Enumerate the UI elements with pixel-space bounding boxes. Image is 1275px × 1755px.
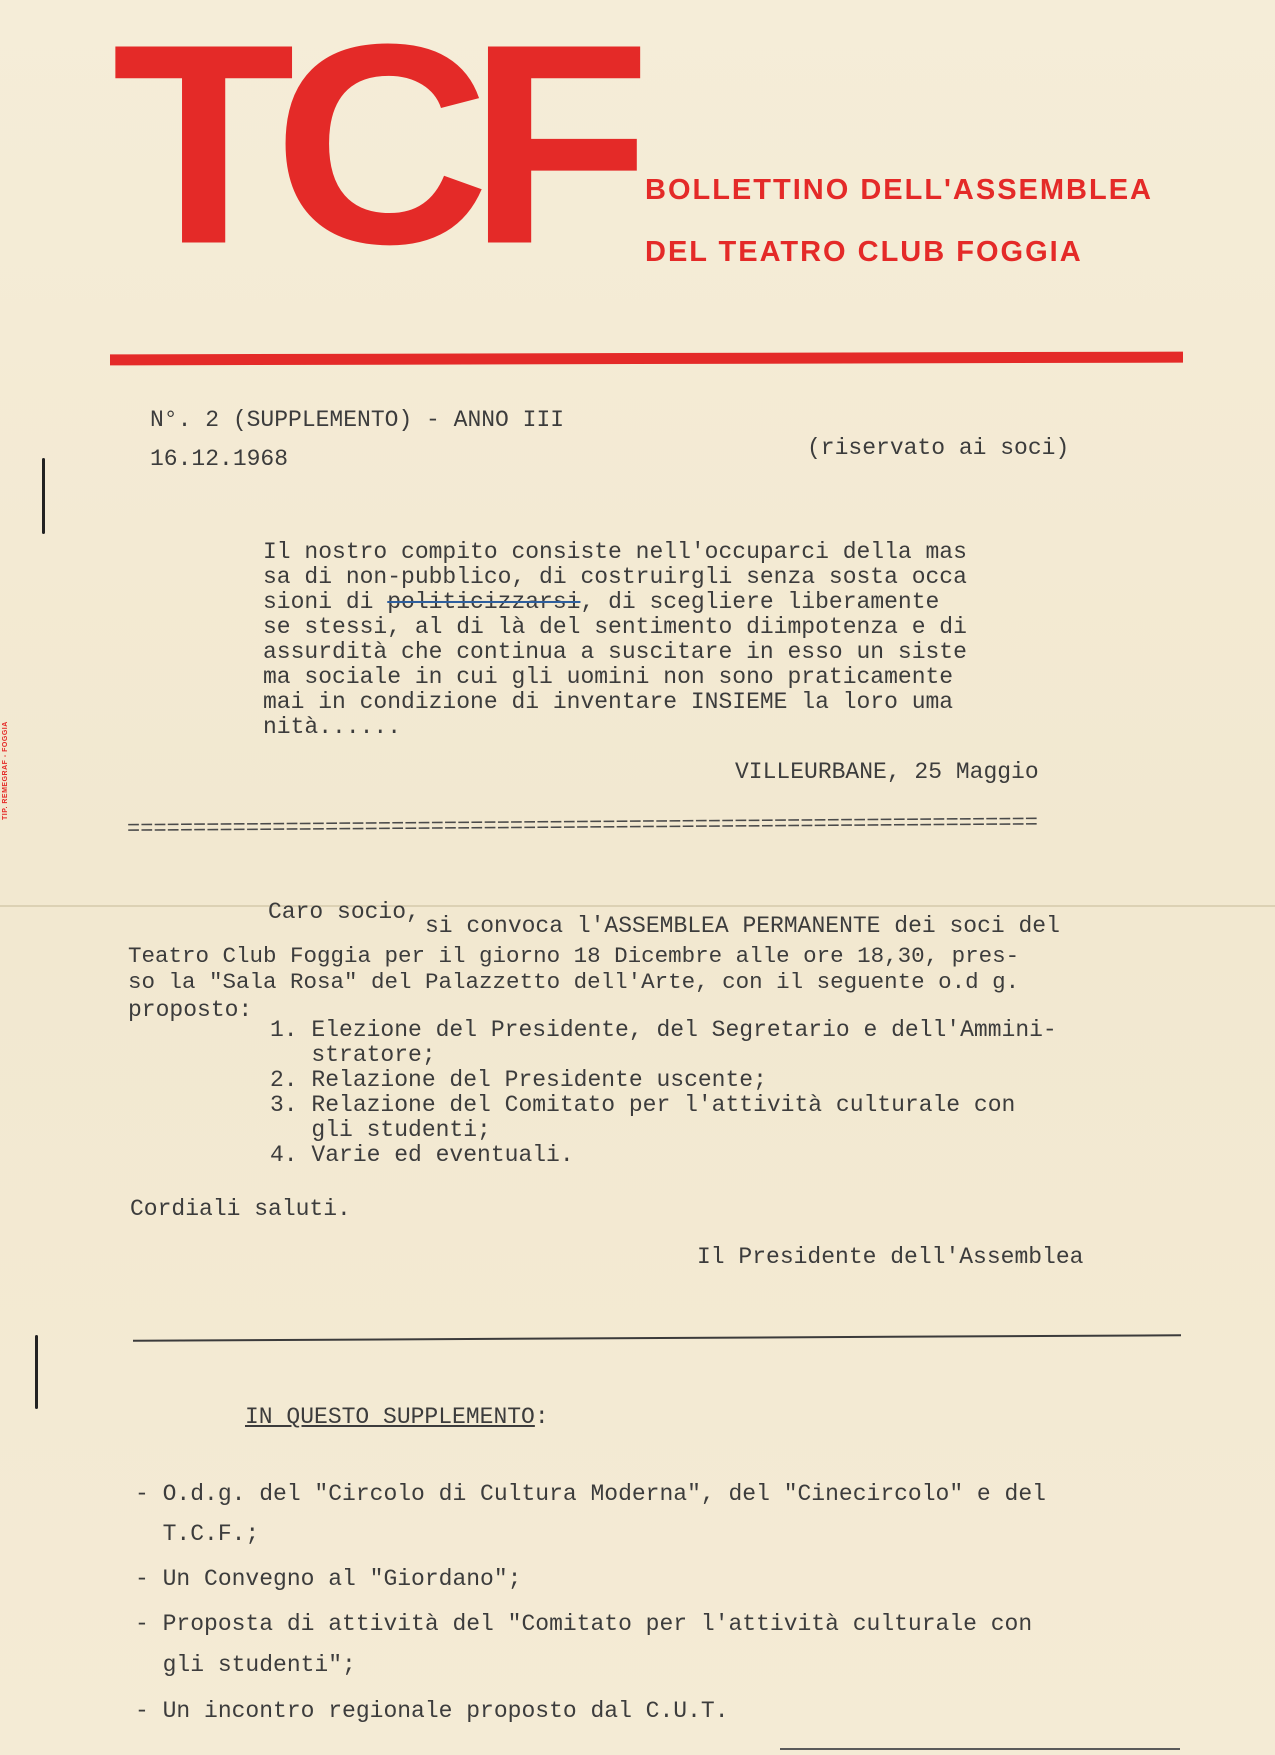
quote-line: nità...... — [263, 714, 402, 740]
quote-line-3 — [263, 590, 1083, 615]
quote-line: assurdità che continua a suscitare in esso un siste — [263, 639, 967, 665]
staple-bottom — [35, 1335, 38, 1409]
letter-salutation: Caro socio, — [268, 899, 420, 925]
quote-line: ma sociale in cui gli uomini non sono praticamente — [263, 664, 954, 690]
quote-signature: VILLEURBANE, 25 Maggio — [735, 759, 1039, 785]
issue-number: N°. 2 (SUPPLEMENTO) - ANNO III — [150, 407, 565, 433]
agenda-item: 4. Varie ed eventuali. — [270, 1142, 574, 1168]
agenda-item: gli studenti; — [270, 1117, 491, 1143]
contents-item: T.C.F.; — [135, 1521, 260, 1547]
letter-closing: Cordiali saluti. — [130, 1196, 351, 1222]
tcf-logo: TCF — [112, 0, 630, 304]
issue-date: 16.12.1968 — [150, 446, 289, 472]
section-rule — [133, 1334, 1181, 1341]
reserved-note: (riservato ai soci) — [807, 435, 1070, 461]
letter-line: proposto: — [128, 997, 253, 1023]
contents-heading-text: IN QUESTO SUPPLEMENTO — [245, 1404, 535, 1430]
contents-heading — [245, 1405, 549, 1430]
quote-block — [263, 540, 1083, 740]
quote-line: se stessi, al di là del sentimento diimpotenza e di — [263, 614, 967, 640]
agenda-item: 2. Relazione del Presidente uscente; — [270, 1067, 767, 1093]
quote-line: sa di non-pubblico, di costruirgli senza sosta occa — [263, 564, 967, 590]
contents-item: - Proposta di attività del "Comitato per l'attività culturale con — [135, 1611, 1033, 1637]
letter-line: Teatro Club Foggia per il giorno 18 Dicembre alle ore 18,30, pres- — [128, 943, 1020, 969]
contents-item: gli studenti"; — [135, 1652, 356, 1678]
quote-line: mai in condizione di inventare INSIEME la loro uma — [263, 689, 954, 715]
double-rule-separator: ===================================================================== — [126, 810, 1039, 842]
masthead-title-line-2: DEL TEATRO CLUB FOGGIA — [645, 236, 1083, 268]
quote-line-prefix: sioni di — [263, 589, 388, 615]
contents-item: - Un incontro regionale proposto dal C.U.T. — [135, 1698, 729, 1724]
struck-word: politicizzarsi — [387, 589, 581, 615]
quote-line: Il nostro compito consiste nell'occuparci della mas — [263, 539, 967, 565]
letter-line: si convoca l'ASSEMBLEA PERMANENTE dei soci del — [425, 913, 1060, 939]
masthead-red-rule — [110, 352, 1183, 366]
agenda-item: 1. Elezione del Presidente, del Segretario e dell'Ammini- — [270, 1017, 1057, 1043]
agenda-item: stratore; — [270, 1042, 436, 1068]
contents-item: - Un Convegno al "Giordano"; — [135, 1566, 522, 1592]
letter-signer: Il Presidente dell'Assemblea — [697, 1244, 1084, 1270]
contents-item: - O.d.g. del "Circolo di Cultura Moderna", del "Cinecircolo" e del — [135, 1481, 1046, 1507]
printer-credit: TIP. REMEGRAF - FOGGIA — [2, 721, 9, 820]
agenda-item: 3. Relazione del Comitato per l'attività culturale con — [270, 1092, 1016, 1118]
fold-crease — [0, 905, 1275, 907]
contents-heading-colon: : — [534, 1404, 549, 1430]
bottom-rule — [780, 1748, 1180, 1750]
letter-line: so la "Sala Rosa" del Palazzetto dell'Arte, con il seguente o.d g. — [128, 969, 1020, 995]
staple-top — [42, 458, 45, 534]
quote-line-rest: , di scegliere liberamente — [580, 589, 940, 615]
masthead-title-line-1: BOLLETTINO DELL'ASSEMBLEA — [645, 174, 1153, 206]
